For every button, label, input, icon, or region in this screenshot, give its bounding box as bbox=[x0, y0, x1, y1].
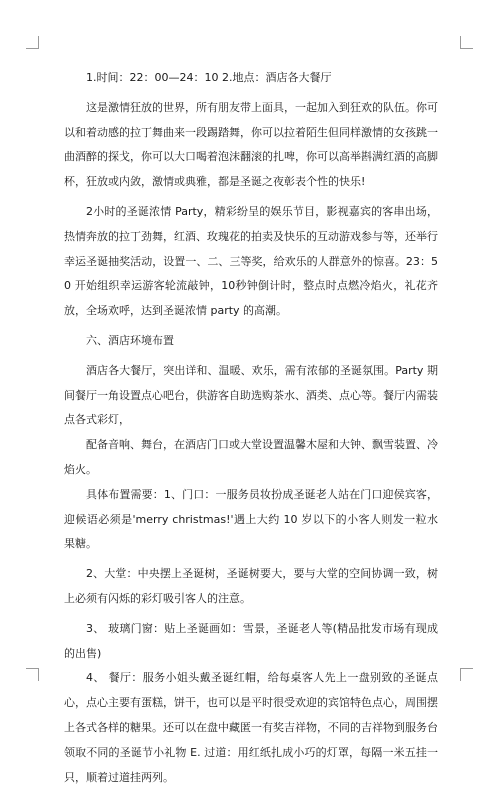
time-location-line: 1.时间：22：00—24：10 2.地点：酒店各大餐厅 bbox=[86, 71, 332, 84]
paragraph-carnival: 这是激情狂放的世界，所有朋友带上面具，一起加入到狂欢的队伍。你可以和着动感的拉丁舞曲来一段踢踏舞，你可以拉着陌生但同样激情的女孩跳一曲酒醉的探戈，你可以大口喝着泡沫翻滚的扎啤，你可以高举斟满红酒的高脚杯，狂放或内敛，激情或典雅，都是圣诞之夜彰表个性的快乐! bbox=[64, 100, 438, 189]
crop-mark-top-left bbox=[26, 36, 39, 49]
crop-mark-bottom-right bbox=[460, 668, 473, 681]
paragraph-lobby: 2、大堂：中央摆上圣诞树，圣诞树要大，要与大堂的空间协调一致，树上必须有闪烁的彩灯吸引客人的注意。 bbox=[64, 567, 438, 605]
paragraph-dining-hall: 4、 餐厅：服务小姐头戴圣诞红帽，给每桌客人先上一盘别致的圣诞点心，点心主要有蛋糕，饼干，也可以是平时很受欢迎的宾馆特色点心，周围摆上各式各样的糖果。还可以在盘中藏匿一有奖吉祥物，不同的吉祥物到服务台领取不同的圣诞节小礼物 E. 过道：用红纸扎成小巧的灯罩，每隔一米五挂一只，顺着过道挂两列。 bbox=[64, 671, 438, 784]
crop-mark-bottom-left bbox=[26, 668, 39, 681]
document-body bbox=[64, 66, 438, 790]
section-heading-environment: 六、酒店环境布置 bbox=[86, 333, 174, 347]
paragraph-equipment: 配备音响、舞台，在酒店门口或大堂设置温馨木屋和大钟、飘雪装置、冷焰火。 bbox=[64, 438, 438, 476]
paragraph-party-program: 2小时的圣诞浓情 Party，精彩纷呈的娱乐节目，影视嘉宾的客串出场，热情奔放的拉丁劲舞，红酒、玫瑰花的拍卖及快乐的互动游戏参与等，还举行幸运圣诞抽奖活动，设置一、二、三等奖，给欢乐的人群意外的惊喜。23：50 开始组织幸运游客轮流敲钟，10秒钟倒计时，整点时点燃冷焰火，礼花齐放，全场欢呼，达到圣诞浓情 party 的高潮。 bbox=[64, 204, 438, 318]
paragraph-entrance: 具体布置需要：1、门口：一服务员妆扮成圣诞老人站在门口迎侯宾客，迎候语必须是'merry christmas!'遇上大约 10 岁以下的小客人则发一粒水果糖。 bbox=[64, 487, 438, 551]
paragraph-glass-doors: 3、 玻璃门窗：贴上圣诞画如：雪景，圣诞老人等(精品批发市场有现成的出售) bbox=[64, 621, 438, 660]
crop-mark-top-right bbox=[460, 36, 473, 49]
paragraph-restaurant-setup: 酒店各大餐厅，突出详和、温暖、欢乐，需有浓郁的圣诞氛围。Party 期间餐厅一角设置点心吧台，供游客自助选购茶水、酒类、点心等。餐厅内需装点各式彩灯， bbox=[64, 363, 438, 427]
